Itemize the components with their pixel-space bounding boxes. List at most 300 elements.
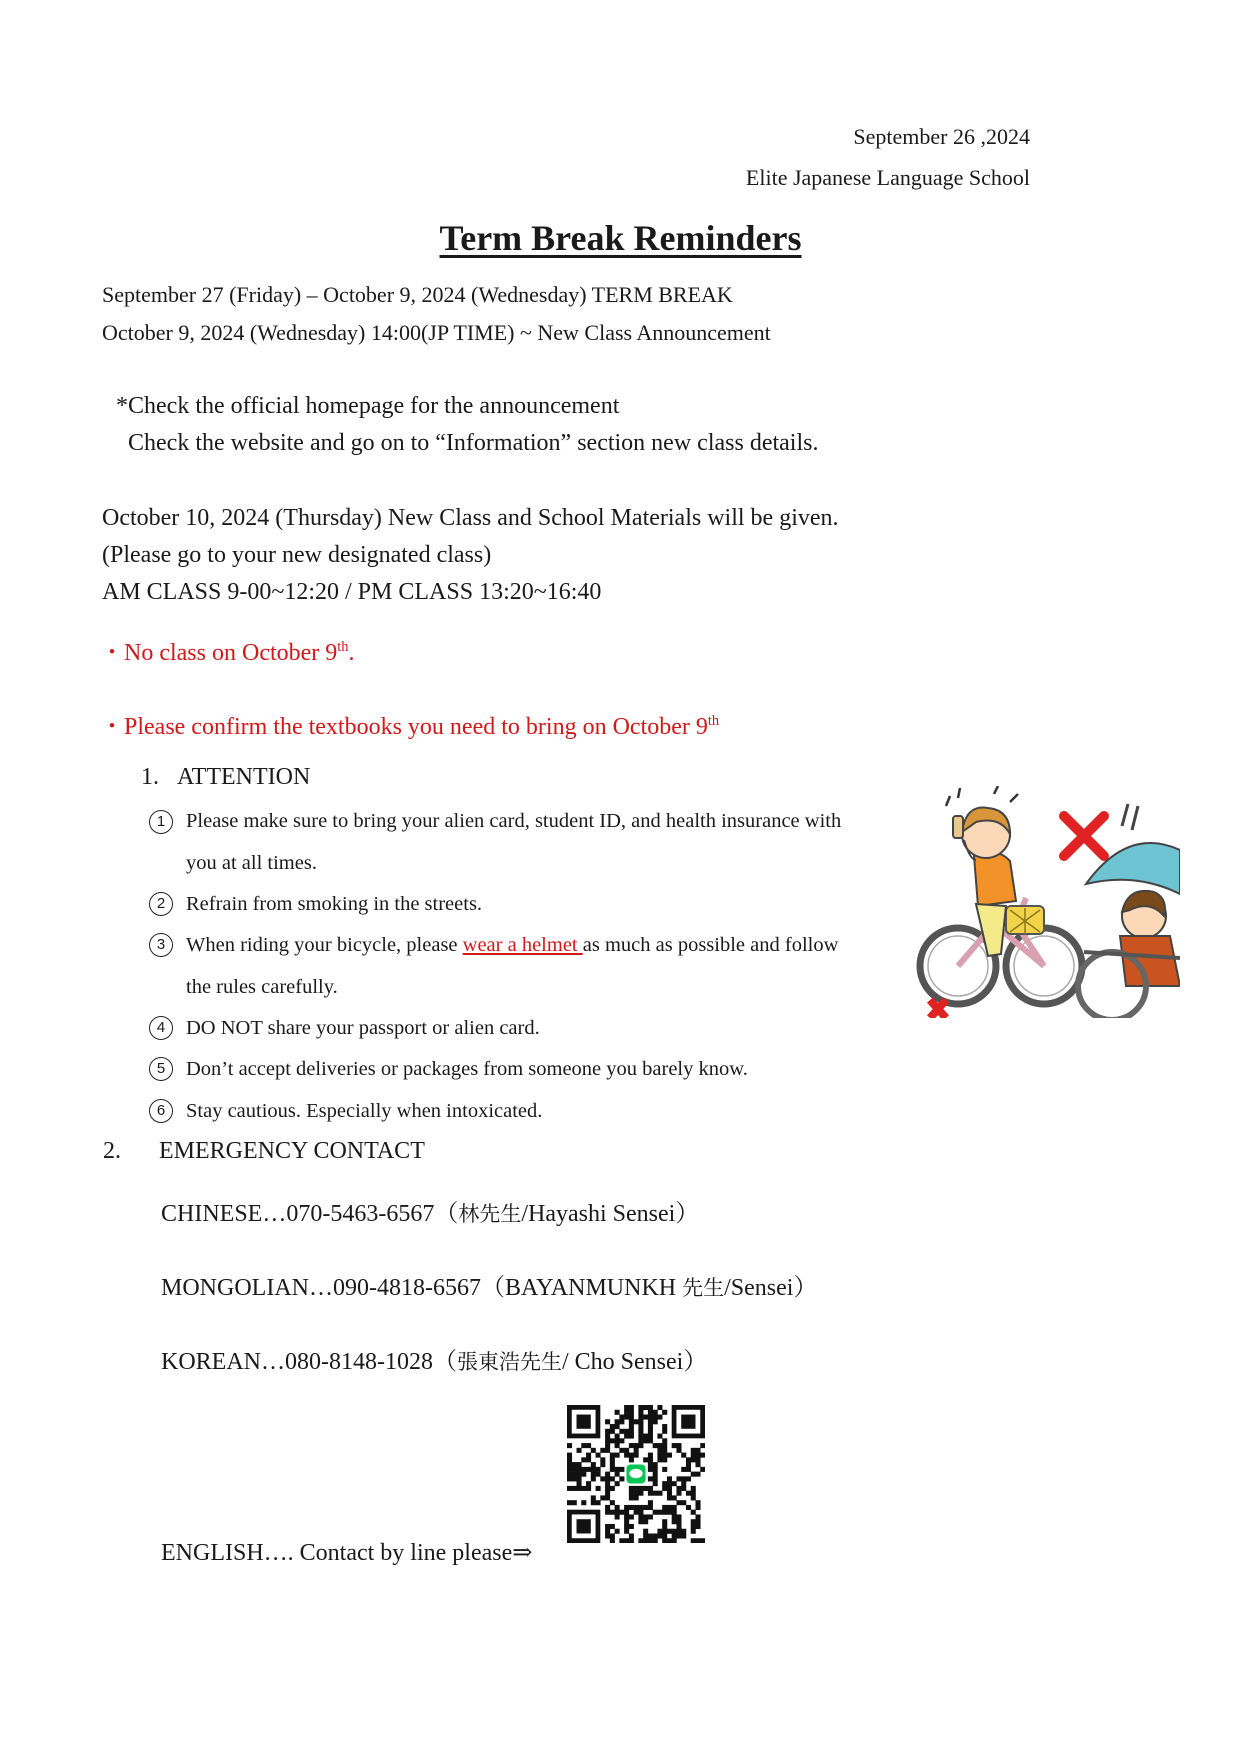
qr-module [676,1519,681,1524]
qr-module [634,1510,639,1515]
qr-module [657,1448,662,1453]
qr-module [634,1505,639,1510]
qr-module [657,1491,662,1496]
qr-module [619,1538,624,1543]
qr-module [657,1415,662,1420]
qr-module [577,1472,582,1477]
qr-module [596,1486,601,1491]
qr-module [662,1424,667,1429]
qr-module [586,1457,591,1462]
qr-module [672,1529,677,1534]
qr-module [672,1443,677,1448]
qr-module [600,1476,605,1481]
qr-module [691,1491,696,1496]
qr-module [615,1443,620,1448]
qr-module [577,1486,582,1491]
qr-module [643,1533,648,1538]
textbooks-notice [100,706,719,741]
qr-module [624,1434,629,1439]
no-class-notice [100,632,354,667]
qr-module [681,1500,686,1505]
line-qr-code-icon[interactable] [567,1405,705,1543]
qr-module [648,1467,653,1472]
qr-module [600,1462,605,1467]
qr-module [657,1457,662,1462]
contact-mongolian-number: MONGOLIAN…090-4818-6567（BAYANMUNKH [161,1275,683,1301]
page-title: Term Break Reminders [439,218,802,258]
qr-module [653,1472,658,1477]
qr-module [686,1467,691,1472]
qr-module [629,1410,634,1415]
qr-module [667,1495,672,1500]
qr-module [667,1538,672,1543]
qr-module [624,1448,629,1453]
qr-module [638,1519,643,1524]
qr-module [700,1443,705,1448]
qr-module [662,1529,667,1534]
qr-module [624,1538,629,1543]
qr-module [672,1514,677,1519]
qr-module [591,1476,596,1481]
qr-module [629,1419,634,1424]
emergency-number: 2. [103,1138,121,1164]
qr-module [672,1519,677,1524]
qr-module [619,1467,624,1472]
qr-module [629,1524,634,1529]
qr-module [662,1410,667,1415]
qr-module [629,1505,634,1510]
contact-korean-teacher-cjk: 張東浩先生 [456,1350,562,1374]
qr-module [591,1495,596,1500]
qr-module [619,1429,624,1434]
qr-module [610,1462,615,1467]
qr-module [615,1419,620,1424]
qr-module [657,1510,662,1515]
qr-module [648,1429,653,1434]
qr-module [648,1419,653,1424]
qr-module [672,1510,677,1515]
qr-module [629,1491,634,1496]
contact-mongolian-teacher: /Sensei） [724,1275,818,1301]
qr-module [695,1500,700,1505]
qr-module [648,1538,653,1543]
qr-module [691,1448,696,1453]
qr-module [624,1510,629,1515]
attention-item-5: Don’t accept deliveries or packages from someone you barely know. [186,1058,748,1080]
qr-module [695,1519,700,1524]
qr-module [572,1476,577,1481]
qr-module [572,1462,577,1467]
qr-module [691,1495,696,1500]
contact-mongolian [161,1267,817,1302]
qr-module [695,1505,700,1510]
qr-module [686,1505,691,1510]
item-mark-3: 3 [149,933,173,957]
attention-item-2: Refrain from smoking in the streets. [186,893,483,915]
qr-module [586,1443,591,1448]
qr-module [634,1453,639,1458]
qr-module [648,1505,653,1510]
qr-module [567,1500,572,1505]
qr-module [619,1448,624,1453]
qr-module [672,1538,677,1543]
qr-module [605,1486,610,1491]
qr-module [624,1410,629,1415]
qr-finder-inner [577,1519,591,1533]
qr-module [695,1448,700,1453]
qr-module [681,1476,686,1481]
qr-module [610,1476,615,1481]
attention-item-1-line2: you at all times. [186,852,317,874]
qr-module [567,1472,572,1477]
qr-module [653,1415,658,1420]
qr-module [629,1514,634,1519]
no-class-sup: th [337,639,349,655]
qr-module [591,1467,596,1472]
qr-module [610,1457,615,1462]
qr-module [691,1524,696,1529]
qr-module [596,1453,601,1458]
contact-chinese-number: CHINESE…070-5463-6567（ [161,1201,459,1227]
qr-module [638,1438,643,1443]
qr-module [596,1472,601,1477]
schedule-line-announcement: October 9, 2024 (Wednesday) 14:00(JP TIME) ~ New Class Announcement [102,320,771,345]
qr-module [605,1443,610,1448]
qr-module [572,1472,577,1477]
qr-module [662,1467,667,1472]
contact-chinese [161,1193,699,1228]
qr-module [676,1514,681,1519]
qr-module [605,1505,610,1510]
qr-module [610,1453,615,1458]
qr-module [615,1453,620,1458]
item-mark-5: 5 [149,1057,173,1081]
qr-module [662,1481,667,1486]
qr-module [700,1538,705,1543]
qr-module [624,1519,629,1524]
qr-module [638,1415,643,1420]
qr-module [615,1438,620,1443]
qr-module [572,1467,577,1472]
qr-module [667,1505,672,1510]
qr-module [648,1424,653,1429]
qr-module [634,1448,639,1453]
qr-module [672,1481,677,1486]
qr-module [629,1457,634,1462]
contact-mongolian-teacher-cjk: 先生 [682,1276,725,1300]
qr-module [615,1467,620,1472]
qr-module [681,1467,686,1472]
qr-module [567,1476,572,1481]
qr-module [577,1448,582,1453]
qr-module [610,1500,615,1505]
qr-module [667,1491,672,1496]
qr-module [634,1486,639,1491]
qr-module [634,1443,639,1448]
qr-module [648,1462,653,1467]
line-logo-bubble [629,1469,642,1479]
qr-module [567,1453,572,1458]
qr-module [581,1500,586,1505]
qr-module [695,1462,700,1467]
qr-module [629,1415,634,1420]
qr-module [629,1434,634,1439]
qr-module [634,1495,639,1500]
qr-module [577,1476,582,1481]
qr-module [691,1538,696,1543]
qr-module [605,1495,610,1500]
qr-module [605,1429,610,1434]
qr-module [624,1524,629,1529]
qr-module [643,1538,648,1543]
qr-module [605,1476,610,1481]
qr-module [615,1481,620,1486]
qr-module [681,1533,686,1538]
qr-module [653,1462,658,1467]
qr-module [605,1491,610,1496]
attention-item-4: DO NOT share your passport or alien card. [186,1017,540,1039]
bicycle-safety-illustration [906,786,1180,1018]
contact-english: ENGLISH…. Contact by line please⇒ [161,1540,533,1566]
qr-module [596,1500,601,1505]
qr-module [643,1529,648,1534]
class-times-line: AM CLASS 9-00~12:20 / PM CLASS 13:20~16:40 [102,579,602,605]
qr-module [605,1419,610,1424]
qr-module [610,1467,615,1472]
qr-module [695,1472,700,1477]
qr-module [648,1491,653,1496]
qr-module [586,1481,591,1486]
qr-module [610,1424,615,1429]
qr-module [695,1514,700,1519]
qr-module [695,1524,700,1529]
qr-module [638,1505,643,1510]
qr-module [662,1486,667,1491]
qr-module [667,1510,672,1515]
qr-module [567,1462,572,1467]
qr-module [619,1419,624,1424]
qr-module [591,1448,596,1453]
qr-module [581,1457,586,1462]
qr-module [648,1415,653,1420]
qr-module [648,1438,653,1443]
qr-module [624,1405,629,1410]
qr-module [586,1453,591,1458]
qr-module [648,1410,653,1415]
qr-module [629,1486,634,1491]
qr-module [653,1410,658,1415]
qr-module [653,1533,658,1538]
qr-module [638,1486,643,1491]
qr-module [567,1457,572,1462]
wear-helmet-link[interactable]: wear a helmet [462,934,583,956]
qr-module [681,1486,686,1491]
qr-module [629,1443,634,1448]
qr-module [605,1448,610,1453]
qr-module [634,1491,639,1496]
qr-module [638,1514,643,1519]
qr-module [629,1424,634,1429]
textbooks-text: ・Please confirm the textbooks you need to bring on October 9 [100,714,708,740]
qr-module [600,1495,605,1500]
qr-module [591,1462,596,1467]
qr-module [695,1538,700,1543]
qr-module [643,1505,648,1510]
qr-module [596,1467,601,1472]
attention-item-3-line2: the rules carefully. [186,976,338,998]
item-3-text-post: as much as possible and follow [582,934,839,956]
qr-module [624,1415,629,1420]
qr-module [624,1429,629,1434]
materials-line: October 10, 2024 (Thursday) New Class and School Materials will be given. [102,505,839,531]
qr-module [667,1476,672,1481]
qr-module [634,1419,639,1424]
qr-module [643,1434,648,1439]
qr-module [619,1510,624,1515]
qr-module [691,1529,696,1534]
item-mark-2: 2 [149,892,173,916]
qr-module [667,1529,672,1534]
qr-module [600,1457,605,1462]
qr-module [605,1434,610,1439]
qr-module [676,1500,681,1505]
qr-module [605,1472,610,1477]
qr-module [567,1467,572,1472]
qr-module [653,1467,658,1472]
qr-module [648,1457,653,1462]
qr-module [700,1453,705,1458]
item-mark-1: 1 [149,810,173,834]
qr-module [648,1514,653,1519]
qr-module [577,1481,582,1486]
qr-module [624,1514,629,1519]
qr-module [615,1510,620,1515]
qr-module [676,1448,681,1453]
qr-module [610,1438,615,1443]
qr-module [629,1405,634,1410]
qr-module [648,1434,653,1439]
qr-module [662,1438,667,1443]
qr-module [629,1495,634,1500]
item-mark-6: 6 [149,1099,173,1123]
qr-module [586,1486,591,1491]
qr-module [653,1538,658,1543]
qr-module [619,1438,624,1443]
qr-module [605,1529,610,1534]
qr-module [591,1500,596,1505]
qr-module [681,1481,686,1486]
attention-item-1-line1: Please make sure to bring your alien card, student ID, and health insurance with [186,810,842,832]
contact-chinese-teacher: /Hayashi Sensei） [521,1201,700,1227]
qr-module [624,1505,629,1510]
qr-module [581,1472,586,1477]
qr-module [686,1462,691,1467]
item-mark-4: 4 [149,1016,173,1040]
qr-module [638,1424,643,1429]
qr-module [662,1519,667,1524]
attention-number: 1. [141,764,159,790]
textbooks-sup: th [707,713,720,729]
qr-module [643,1405,648,1410]
qr-module [615,1472,620,1477]
qr-module [572,1486,577,1491]
qr-module [676,1491,681,1496]
qr-module [643,1415,648,1420]
no-class-end: . [348,640,355,666]
qr-module [657,1453,662,1458]
school-name: Elite Japanese Language School [745,165,1030,190]
qr-module [695,1453,700,1458]
qr-module [681,1453,686,1458]
qr-module [662,1524,667,1529]
qr-module [615,1529,620,1534]
qr-module [653,1419,658,1424]
qr-module [662,1533,667,1538]
qr-module [638,1443,643,1448]
qr-module [662,1457,667,1462]
qr-module [615,1424,620,1429]
qr-module [615,1505,620,1510]
qr-module [686,1476,691,1481]
qr-module [577,1462,582,1467]
qr-module [581,1467,586,1472]
qr-module [686,1457,691,1462]
qr-module [610,1429,615,1434]
qr-module [591,1472,596,1477]
qr-module [648,1500,653,1505]
qr-module [653,1510,658,1515]
qr-module [567,1486,572,1491]
qr-module [667,1481,672,1486]
item-3-text-pre: When riding your bicycle, please [186,934,463,956]
qr-module [695,1457,700,1462]
qr-module [691,1457,696,1462]
qr-module [653,1481,658,1486]
attention-item-6: Stay cautious. Especially when intoxicated. [186,1100,543,1122]
qr-module [605,1524,610,1529]
qr-module [691,1472,696,1477]
qr-module [619,1415,624,1420]
qr-module [691,1486,696,1491]
qr-module [619,1476,624,1481]
qr-module [653,1476,658,1481]
qr-module [643,1514,648,1519]
qr-module [615,1410,620,1415]
qr-module [676,1529,681,1534]
contact-korean [161,1341,707,1376]
qr-module [653,1491,658,1496]
qr-module [643,1486,648,1491]
check-homepage-note: *Check the official homepage for the announcement [116,393,620,419]
qr-module [629,1538,634,1543]
qr-module [667,1486,672,1491]
qr-module [657,1533,662,1538]
qr-module [638,1491,643,1496]
qr-module [610,1524,615,1529]
qr-module [657,1443,662,1448]
qr-module [657,1434,662,1439]
attention-item-3-line1 [186,934,838,957]
qr-module [610,1538,615,1543]
qr-module [638,1410,643,1415]
letter-date: September 26 ,2024 [853,124,1030,149]
qr-module [676,1533,681,1538]
qr-module [648,1486,653,1491]
qr-module [657,1529,662,1534]
qr-module [615,1514,620,1519]
qr-module [600,1448,605,1453]
qr-module [581,1443,586,1448]
